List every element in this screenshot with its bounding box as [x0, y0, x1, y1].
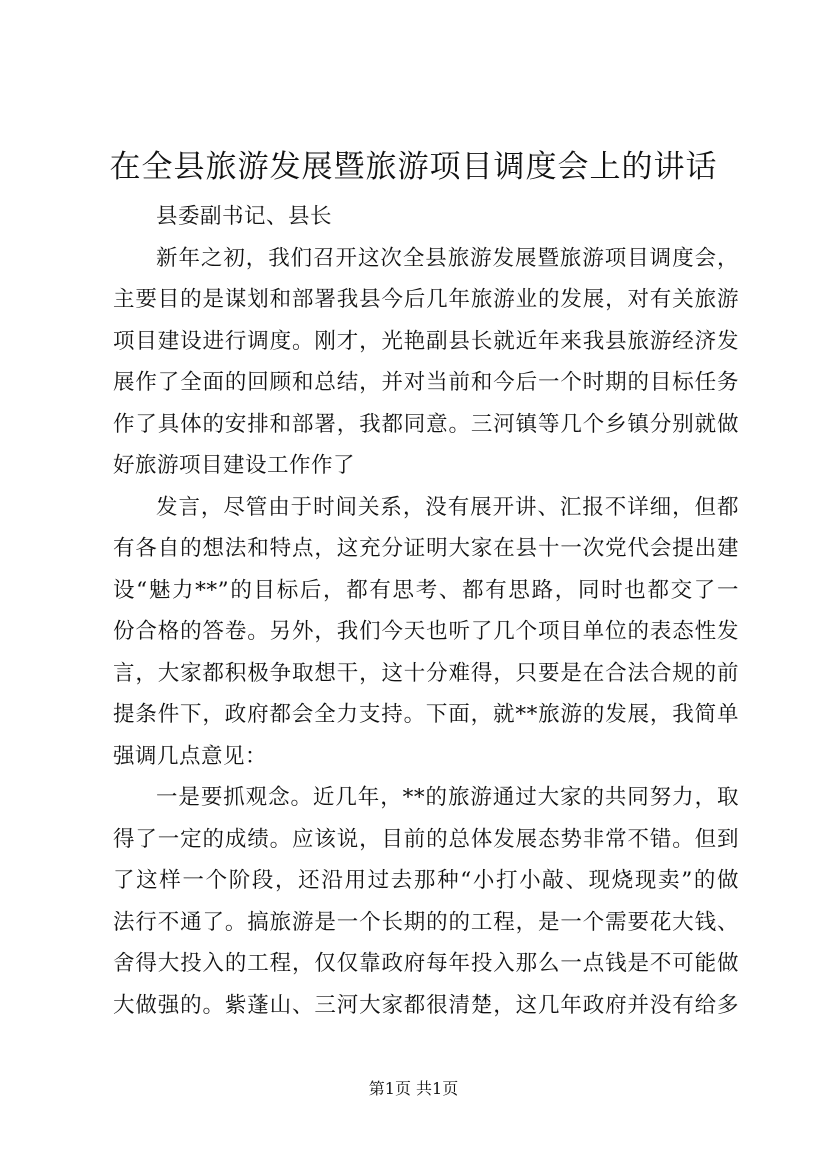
body-line: 好旅游项目建设工作作了	[113, 453, 356, 478]
body-line: 设“魅力**”的目标后，都有思考、都有思路，同时也都交了一	[113, 577, 739, 603]
body-line: 项目建设进行调度。刚才，光艳副县长就近年来我县旅游经济发	[113, 328, 739, 354]
body-line: 有各自的想法和特点，这充分证明大家在县十一次党代会提出建	[113, 536, 739, 561]
body-line: 强调几点意见：	[113, 743, 268, 769]
body-line: 言，大家都积极争取想干，这十分难得，只要是在合法合规的前	[113, 660, 739, 686]
body-line: 作了具体的安排和部署，我都同意。三河镇等几个乡镇分别就做	[113, 411, 739, 437]
body-line: 大做强的。紫蓬山、三河大家都很清楚，这几年政府并没有给多	[113, 992, 739, 1018]
body-line: 法行不通了。搞旅游是一个长期的的工程，是一个需要花大钱、	[113, 909, 739, 935]
body-line: 了这样一个阶段，还沿用过去那种“小打小敲、现烧现卖”的做	[113, 868, 739, 893]
body-line: 展作了全面的回顾和总结，并对当前和今后一个时期的目标任务	[113, 370, 739, 395]
document-title: 在全县旅游发展暨旅游项目调度会上的讲话	[109, 149, 718, 185]
document-body	[113, 196, 739, 1026]
body-line: 新年之初，我们召开这次全县旅游发展暨旅游项目调度会，	[156, 245, 739, 271]
body-line: 得了一定的成绩。应该说，目前的总体发展态势非常不错。但到	[113, 826, 739, 852]
body-line: 县委副书记、县长	[156, 204, 333, 229]
body-line: 发言，尽管由于时间关系，没有展开讲、汇报不详细，但都	[156, 494, 739, 520]
body-line: 提条件下，政府都会全力支持。下面，就**旅游的发展，我简单	[113, 702, 739, 727]
body-line: 一是要抓观念。近几年，**的旅游通过大家的共同努力，取	[156, 785, 739, 810]
page-footer: 第1页 共1页	[368, 1079, 459, 1098]
body-line: 主要目的是谋划和部署我县今后几年旅游业的发展，对有关旅游	[113, 287, 739, 312]
body-line: 舍得大投入的工程，仅仅靠政府每年投入那么一点钱是不可能做	[113, 951, 739, 976]
body-line: 份合格的答卷。另外，我们今天也听了几个项目单位的表态性发	[113, 619, 739, 644]
